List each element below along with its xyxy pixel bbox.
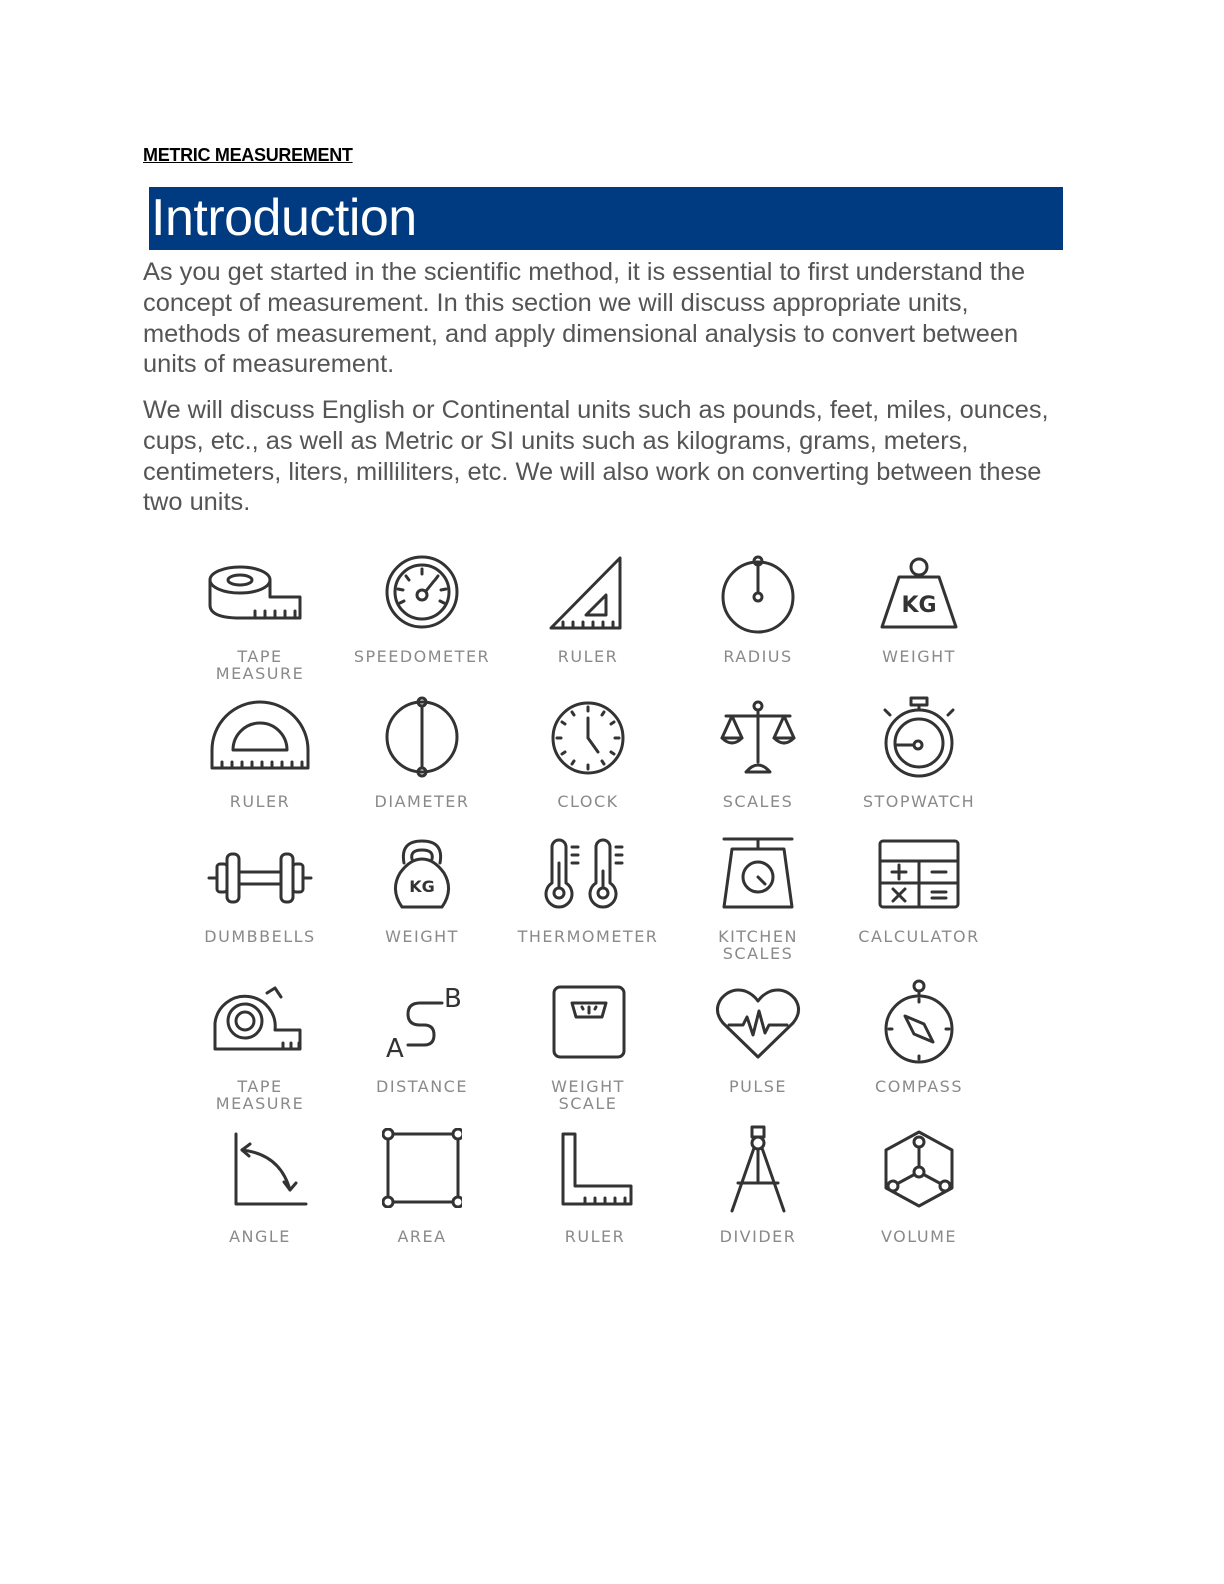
icon-cell-volume [834,1128,1004,1246]
icon-cell-weight [834,555,1004,666]
kettlebell-icon [382,835,462,915]
stopwatch-icon [874,695,964,780]
intro-paragraph-1: As you get started in the scientific method, it is essential to first understand the concept of measurement. In this section we will discuss appropriate units, methods of measurement, and apply dimensional analysis to convert between units of measurement. [143,258,1026,379]
icon-cell-kitchen-scales [673,835,843,963]
calculator-icon [874,835,964,915]
icon-cell-compass [834,978,1004,1096]
kg-weight-icon [874,555,964,635]
balance-scales-icon [718,700,798,780]
icon-label: COMPASS [875,1077,963,1096]
icon-label: SPEEDOMETER [353,647,491,666]
icon-cell-tape-measure [175,555,345,683]
icon-cell-dumbbells [175,840,345,946]
icon-cell-tape-roll [175,985,345,1113]
divider-icon [718,1125,798,1215]
icon-label: ANGLE [229,1227,291,1246]
pulse-heart-icon [713,985,803,1065]
point-b-glyph: B [444,985,462,1014]
icon-label: RULER [557,647,619,666]
kitchen-scales-icon [718,835,798,915]
icon-label: SCALES [722,792,794,811]
icon-cell-clock [503,700,673,811]
tape-measure-icon [205,555,315,635]
kg-glyph: KG [409,877,435,896]
icon-label: RULER [229,792,291,811]
icon-label: VOLUME [881,1227,957,1246]
kg-glyph: KG [901,593,937,618]
volume-cube-icon [879,1128,959,1213]
icon-label: DIVIDER [719,1227,797,1246]
icon-label: WEIGHT SCALE [551,1077,625,1113]
compass-icon [879,978,959,1068]
icon-cell-diameter [337,695,507,811]
radius-icon [718,555,798,635]
l-ruler-icon [555,1130,635,1210]
icon-label: AREA [397,1227,447,1246]
icon-label: WEIGHT [882,647,956,666]
icon-label: RADIUS [723,647,793,666]
icon-label: DUMBBELLS [204,927,316,946]
thermometer-icon [538,835,638,915]
angle-icon [210,1130,310,1210]
dumbbell-icon [205,840,315,915]
icon-cell-calculator [834,835,1004,946]
document-label: METRIC MEASUREMENT [143,145,353,165]
icon-label: KITCHEN SCALES [718,927,798,963]
icon-cell-thermometer [503,835,673,946]
speedometer-icon [382,555,462,635]
bathroom-scale-icon [548,985,628,1065]
icon-cell-area [337,1128,507,1246]
icon-label: TAPE MEASURE [215,1077,305,1113]
icon-cell-stopwatch [834,695,1004,811]
icon-label: TAPE MEASURE [215,647,305,683]
icon-cell-distance [337,985,507,1096]
icon-label: DISTANCE [376,1077,468,1096]
tape-roll-icon [205,985,315,1060]
icon-cell-protractor [175,700,345,811]
banner-title: Introduction [151,189,417,247]
icon-label: CLOCK [557,792,619,811]
icon-label: PULSE [728,1077,788,1096]
icon-cell-angle [175,1130,345,1246]
icon-label: WEIGHT [385,927,459,946]
icon-label: CALCULATOR [858,927,980,946]
icon-cell-pulse [673,985,843,1096]
point-a-glyph: A [386,1034,404,1064]
icon-cell-speedometer [337,555,507,666]
icon-cell-radius [673,555,843,666]
protractor-icon [205,700,315,775]
triangle-ruler-icon [548,555,628,635]
icon-cell-divider [673,1125,843,1246]
icon-cell-weight-scale [503,985,673,1113]
icon-cell-kettlebell [337,835,507,946]
diameter-icon [382,695,462,780]
intro-paragraph-2: We will discuss English or Continental units such as pounds, feet, miles, ounces, cups, etc., as well as Metric or SI units such as kilograms, grams, meters, centimeters, liters, milliliters, etc. We will also work on converting between these two units. [143,396,1049,517]
icon-label: THERMOMETER [517,927,659,946]
icon-cell-ruler [503,555,673,666]
icon-cell-scales [673,700,843,811]
clock-icon [548,700,628,780]
icon-cell-l-ruler [510,1130,680,1246]
area-icon [382,1128,462,1208]
icon-label: STOPWATCH [862,792,976,811]
icon-label: DIAMETER [374,792,470,811]
icon-label: RULER [564,1227,626,1246]
distance-icon [372,985,472,1065]
